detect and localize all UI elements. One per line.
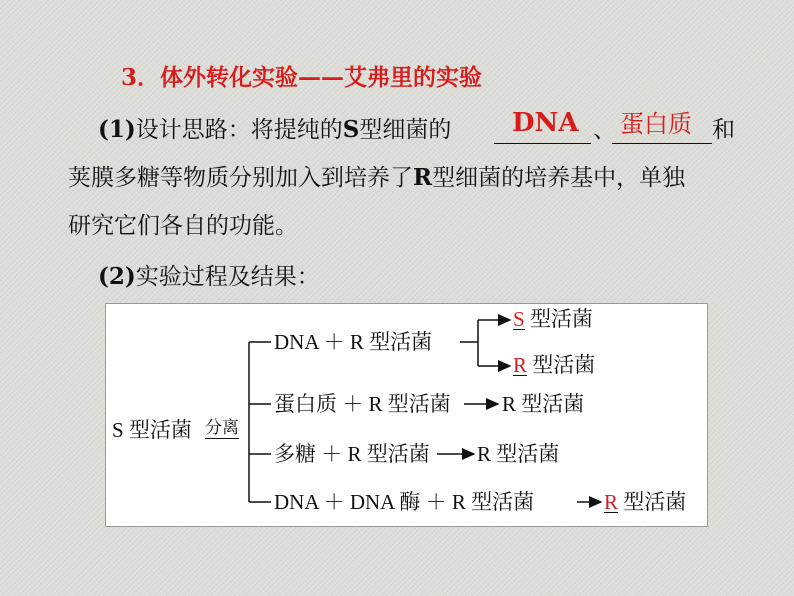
row4-result xyxy=(604,490,686,514)
row2-result: R 型活菌 xyxy=(502,392,585,416)
section-heading xyxy=(121,63,482,93)
separate-label xyxy=(205,416,239,440)
row4-label: DNA ＋ DNA 酶 ＋ R 型活菌 xyxy=(274,490,535,514)
answer-protein: 蛋白质 xyxy=(620,110,692,138)
design-idea-line-1 xyxy=(98,115,451,145)
line2-text-c: 型细菌的培养基中，单独 xyxy=(432,165,686,191)
part1-text-s: S xyxy=(342,116,360,143)
row4-result-letter: R xyxy=(604,490,619,514)
row2-label: 蛋白质 ＋ R 型活菌 xyxy=(274,392,451,416)
row4-result-rest: 型活菌 xyxy=(618,490,687,514)
row1-result-r xyxy=(513,353,595,377)
row1-label: DNA ＋ R 型活菌 xyxy=(274,330,433,354)
experiment-diagram xyxy=(105,303,708,527)
part2-label: (2) xyxy=(98,263,136,290)
row1-result-s xyxy=(513,307,593,331)
row1-result-s-rest: 型活菌 xyxy=(524,307,593,331)
answer-blank-1 xyxy=(494,143,591,144)
separate-text: 分离 xyxy=(205,418,239,437)
row1-result-r-letter: R xyxy=(513,353,528,377)
row1-result-s-letter: S xyxy=(513,307,525,331)
row1-result-r-rest: 型活菌 xyxy=(527,353,596,377)
line2-text-a: 荚膜多糖等物质分别加入到培养了 xyxy=(68,165,413,191)
answer-dna: DNA xyxy=(512,108,579,138)
part1-end: 和 xyxy=(712,117,735,143)
row3-label: 多糖 ＋ R 型活菌 xyxy=(274,442,430,466)
answer-blank-2 xyxy=(612,143,712,144)
section-title: 体外转化实验——艾弗里的实验 xyxy=(160,64,483,91)
part1-text-a: 设计思路：将提纯的 xyxy=(135,117,343,143)
process-heading xyxy=(98,262,320,292)
part2-text: 实验过程及结果： xyxy=(135,264,320,290)
line2-text-r: R xyxy=(413,164,433,191)
part1-separator: 、 xyxy=(593,117,616,143)
section-number: 3． xyxy=(121,64,161,91)
part1-text-c: 型细菌的 xyxy=(359,117,452,143)
design-idea-line-3: 研究它们各自的功能。 xyxy=(68,213,298,239)
design-idea-line-2 xyxy=(68,163,685,193)
part1-label: (1) xyxy=(98,116,136,143)
row3-result: R 型活菌 xyxy=(477,442,560,466)
source-label: S 型活菌 xyxy=(112,418,192,442)
